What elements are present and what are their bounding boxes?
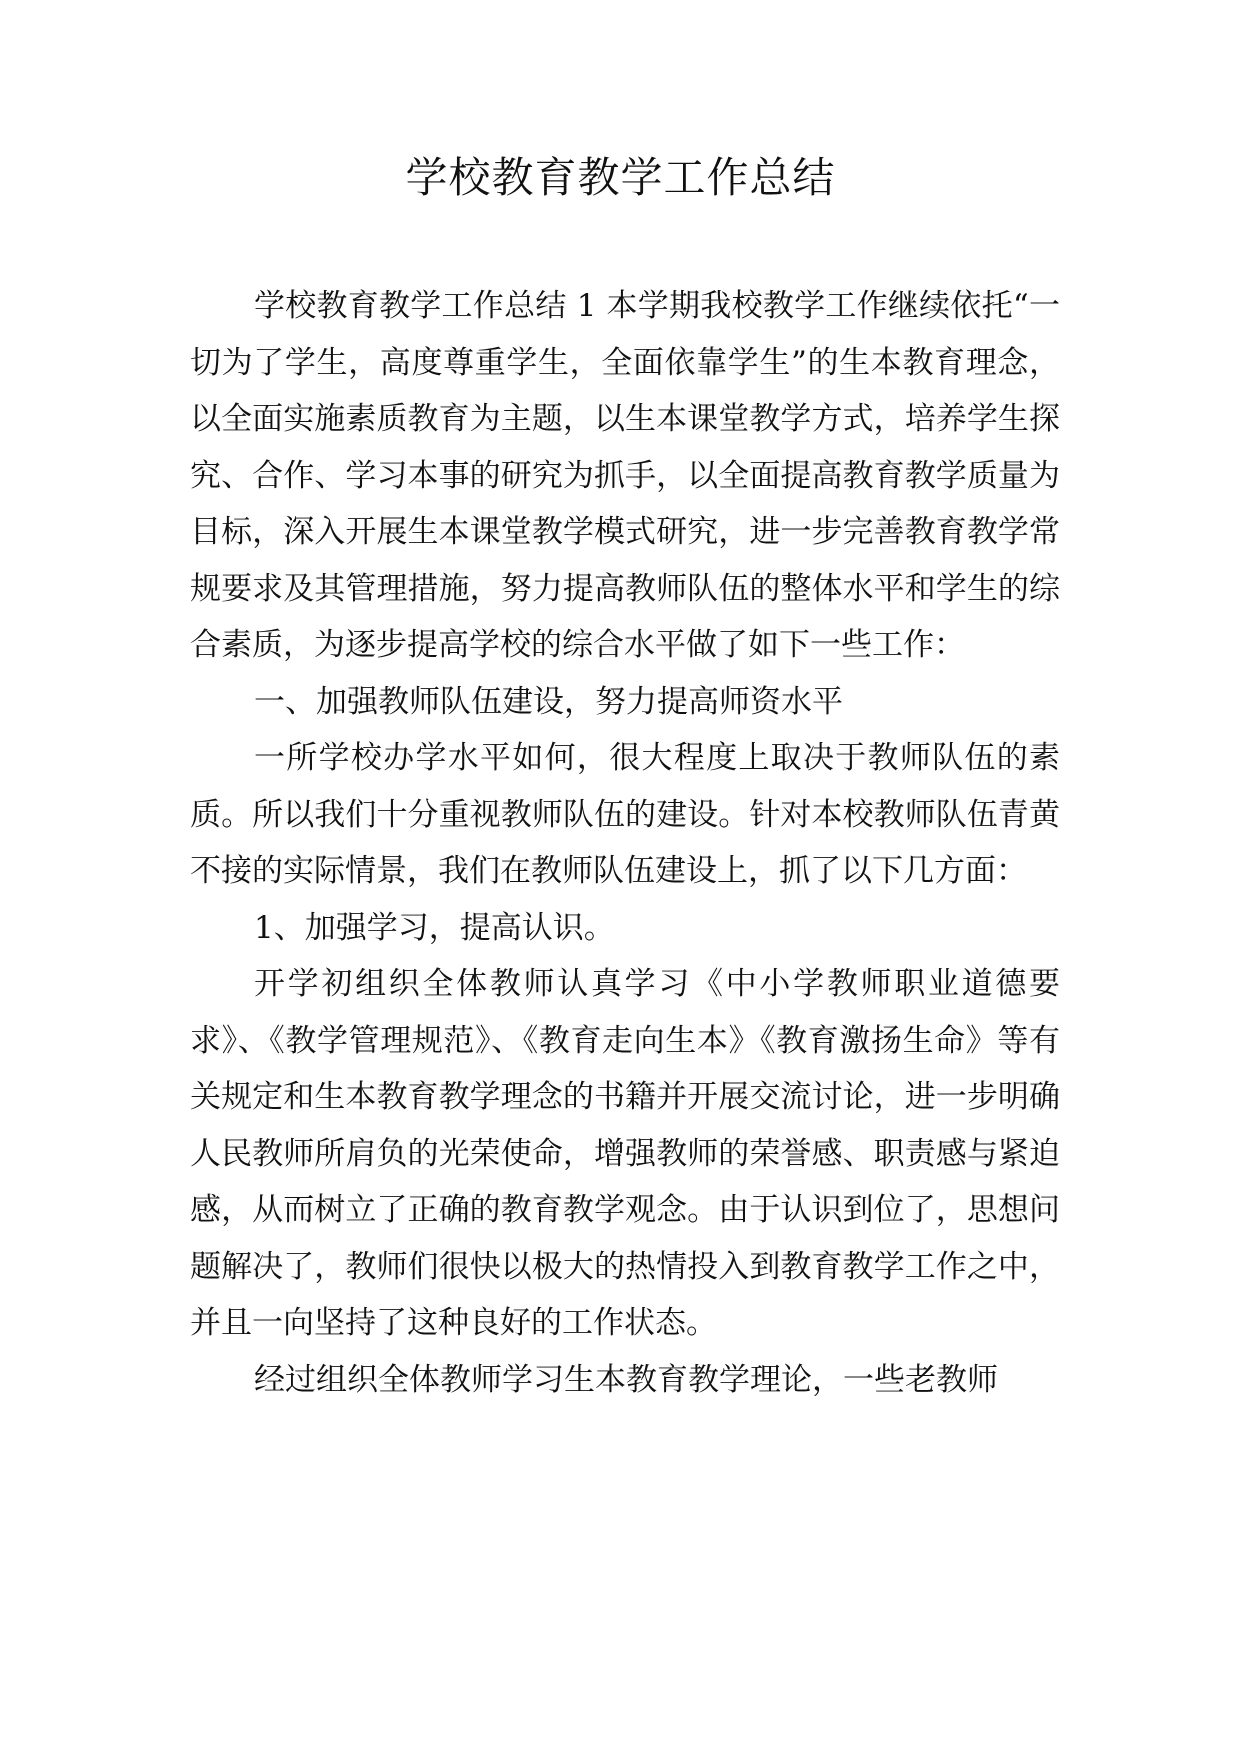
paragraph-continued: 经过组织全体教师学习生本教育教学理论，一些老教师: [254, 1361, 998, 1398]
document-title: 学校教育教学工作总结: [405, 153, 836, 202]
document-body: [190, 278, 1060, 1408]
paragraph-teacher-quality: 一所学校办学水平如何，很大程度上取决于教师队伍的素质。所以我们十分重视教师队伍的建设。针对本校教师队伍青黄不接的实际情景，我们在教师队伍建设上，抓了以下几方面：: [190, 740, 1060, 889]
section-heading-1: 一、加强教师队伍建设，努力提高师资水平: [254, 683, 843, 720]
paragraph-study: 开学初组织全体教师认真学习《中小学教师职业道德要求》、《教学管理规范》、《教育走向生本》《教育激扬生命》等有关规定和生本教育教学理念的书籍并开展交流讨论，进一步明确人民教师所肩负的光荣使命，增强教师的荣誉感、职责感与紧迫感，从而树立了正确的教育教学观念。由于认识到位了，思想问题解决了，教师们很快以极大的热情投入到教育教学工作之中，并且一向坚持了这种良好的工作状态。: [190, 966, 1060, 1341]
paragraph-intro: 学校教育教学工作总结 1 本学期我校教学工作继续依托“一切为了学生，高度尊重学生，全面依靠学生”的生本教育理念，以全面实施素质教育为主题，以生本课堂教学方式，培养学生探究、合作、学习本事的研究为抓手，以全面提高教育教学质量为目标，深入开展生本课堂教学模式研究，进一步完善教育教学常规要求及其管理措施，努力提高教师队伍的整体水平和学生的综合素质，为逐步提高学校的综合水平做了如下一些工作：: [190, 288, 1060, 663]
subheading-1: 1、加强学习，提高认识。: [254, 909, 615, 946]
